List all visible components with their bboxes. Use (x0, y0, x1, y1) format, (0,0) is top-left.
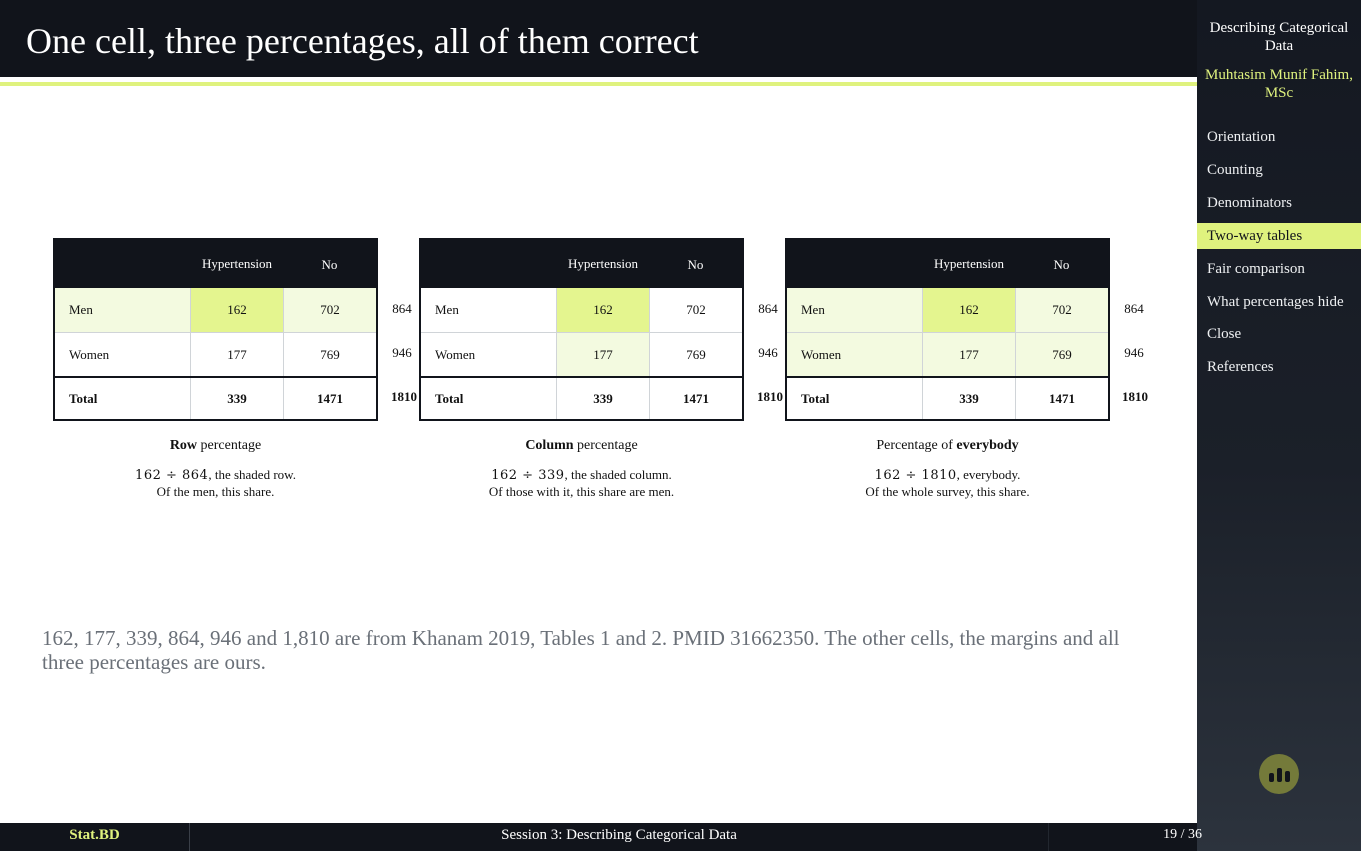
section-nav (1197, 124, 1361, 387)
table-cell: 769 (1015, 333, 1108, 376)
deck-title: Describing Categorical Data (1209, 20, 1349, 54)
nav-item-references[interactable]: References (1207, 359, 1274, 375)
author-name: Muhtasim Munif Fahim, MSc (1205, 67, 1353, 101)
row-label: Men (435, 302, 459, 317)
table-row (787, 288, 1108, 332)
row-label: Women (787, 333, 922, 376)
table-header (421, 240, 742, 288)
caption-subtext: Of the men, this share. (156, 484, 275, 499)
row-label: Men (787, 288, 922, 332)
nav-item-orientation[interactable]: Orientation (1207, 129, 1276, 145)
footer-brand: Stat.BD (0, 823, 190, 851)
header-no: No (321, 257, 338, 272)
table-cell: 177 (190, 333, 283, 376)
row-label: Women (69, 346, 110, 362)
slide-header (0, 0, 1197, 77)
nav-item-close[interactable]: Close (1207, 326, 1242, 342)
grand-total: 1810 (1122, 389, 1148, 404)
header-hypertension: Hypertension (201, 256, 273, 271)
page-number: 19 / 36 (1048, 823, 1202, 851)
table-header (787, 240, 1108, 288)
table-cell: 702 (283, 288, 376, 332)
caption-title: Row percentage (169, 438, 262, 453)
table-total-row (421, 376, 742, 419)
table-cell: 339 (556, 378, 649, 419)
source-note: 162, 177, 339, 864, 946 and 1,810 are from Khanam 2019, Tables 1 and 2. PMID 31662350. The other cells, the margins and all three percentages are ours. (42, 626, 1120, 674)
caption-equation: 162 ÷ 1810, everybody. (874, 467, 1021, 483)
row-label: Total (435, 390, 464, 406)
table-row-percentage (53, 238, 378, 421)
header-no: No (1053, 257, 1070, 272)
row-margin: 946 (392, 345, 412, 360)
row-margin: 946 (758, 345, 778, 360)
table-cell: 769 (283, 333, 376, 376)
caption-equation: 162 ÷ 864, the shaded row. (135, 467, 296, 483)
caption-subtext: Of the whole survey, this share. (865, 484, 1030, 499)
nav-item-denominators[interactable]: Denominators (1207, 195, 1292, 211)
table-row (421, 288, 742, 332)
caption-equation: 162 ÷ 339, the shaded column. (491, 467, 672, 483)
row-label: Men (55, 288, 190, 332)
nav-item-counting[interactable]: Counting (1207, 162, 1263, 178)
table-row (421, 332, 742, 376)
table-cell: 162 (556, 288, 649, 332)
header-hypertension: Hypertension (933, 256, 1005, 271)
table-percentage-of-everybody (785, 238, 1110, 421)
table-cell: 1471 (283, 378, 376, 419)
table-cell: 177 (922, 333, 1015, 376)
bar-chart-icon[interactable] (1259, 754, 1299, 794)
table-cell: 177 (556, 333, 649, 376)
table-total-row (55, 376, 376, 419)
row-margin: 946 (1124, 345, 1144, 360)
table-cell: 702 (1015, 288, 1108, 332)
table-cell: 769 (649, 333, 742, 376)
row-label: Total (69, 390, 98, 406)
table-row (787, 332, 1108, 376)
table-cell: 339 (922, 378, 1015, 419)
header-no: No (687, 257, 704, 272)
grand-total: 1810 (757, 389, 783, 404)
row-margin: 864 (758, 301, 778, 316)
nav-item-fair-comparison[interactable]: Fair comparison (1207, 261, 1305, 277)
slide-title: One cell, three percentages, all of them correct (26, 21, 699, 61)
nav-item-what-percentages-hide[interactable]: What percentages hide (1207, 294, 1344, 310)
row-label: Women (435, 346, 476, 362)
caption-title: Column percentage (525, 438, 638, 453)
table-cell: 1471 (1015, 378, 1108, 419)
grand-total: 1810 (391, 389, 417, 404)
table-header (55, 240, 376, 288)
footer-session-title: Session 3: Describing Categorical Data (501, 827, 737, 843)
table-cell: 1471 (649, 378, 742, 419)
row-label: Total (801, 390, 830, 406)
table-cell: 162 (922, 288, 1015, 332)
slide-footer (0, 823, 1202, 851)
table-column-percentage (419, 238, 744, 421)
header-accent-rule (0, 82, 1197, 86)
sidebar (1197, 0, 1361, 851)
caption-subtext: Of those with it, this share are men. (488, 484, 675, 499)
table-row (55, 332, 376, 376)
caption-title: Percentage of everybody (876, 438, 1019, 453)
table-row (55, 288, 376, 332)
table-cell: 162 (190, 288, 283, 332)
table-cell: 339 (190, 378, 283, 419)
header-hypertension: Hypertension (567, 256, 639, 271)
row-margin: 864 (392, 301, 412, 316)
row-margin: 864 (1124, 301, 1144, 316)
table-total-row (787, 376, 1108, 419)
nav-item-two-way-tables[interactable]: Two-way tables (1197, 223, 1361, 249)
table-cell: 702 (649, 288, 742, 332)
